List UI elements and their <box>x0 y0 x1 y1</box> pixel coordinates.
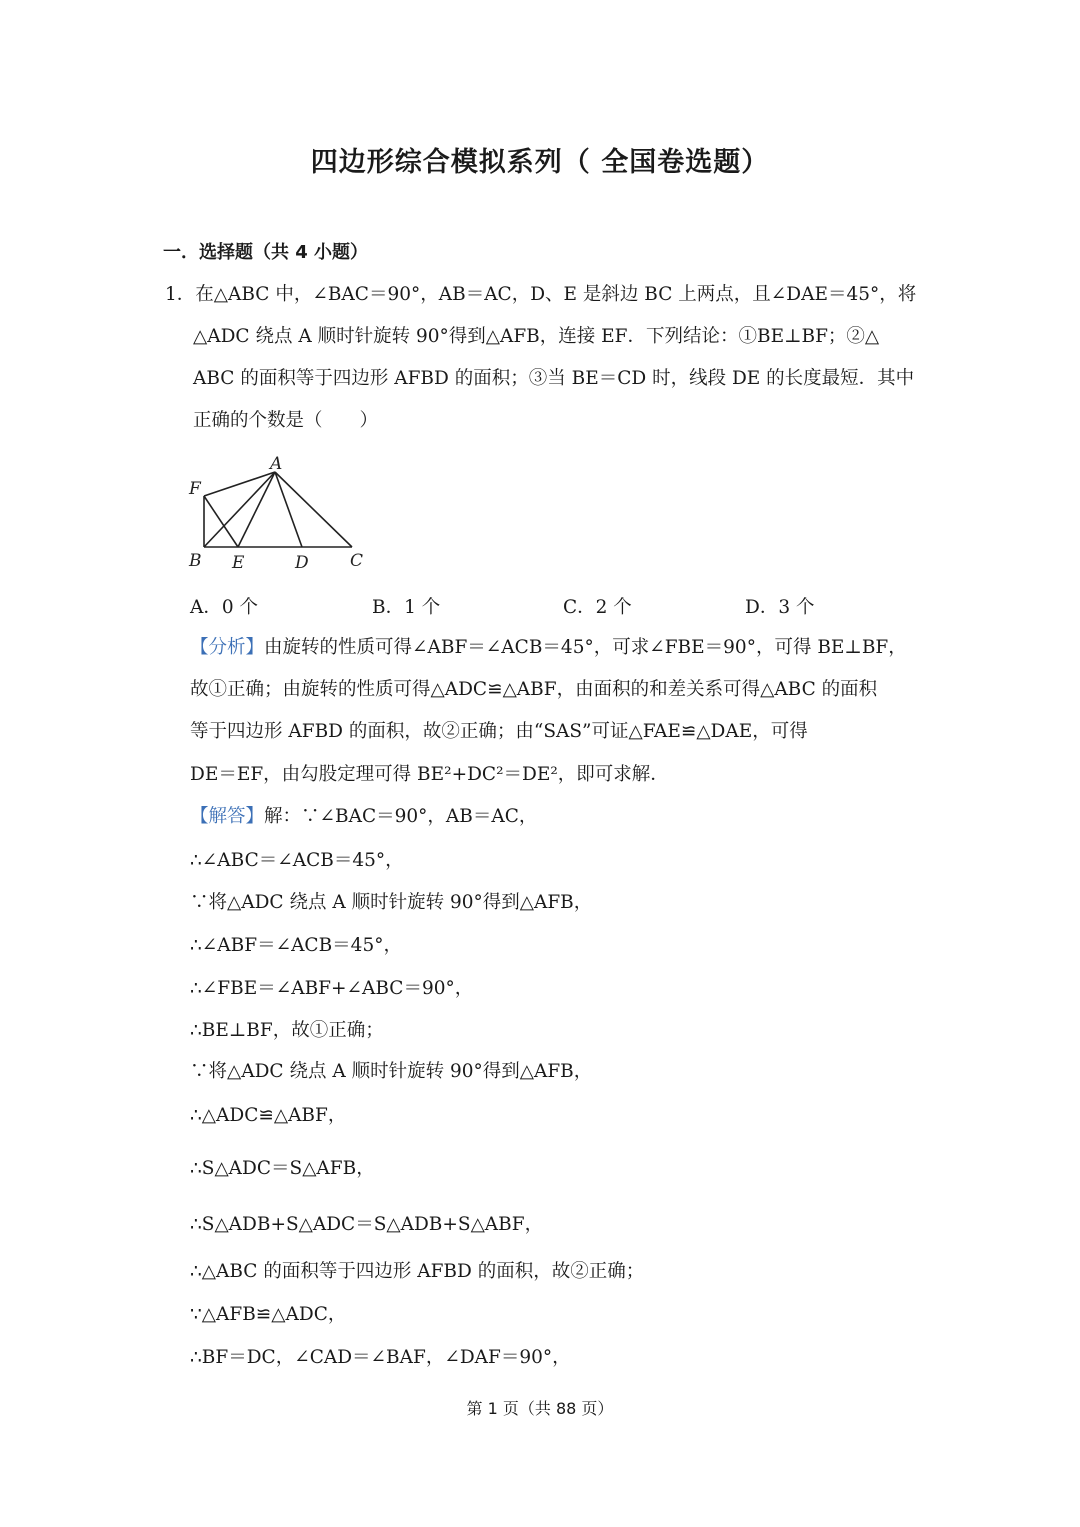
solution-step: ∴∠ABC＝∠ACB＝45°， <box>190 850 404 871</box>
analysis-line-3: 等于四边形 AFBD 的面积，故②正确；由“SAS”可证△FAE≌△DAE，可得 <box>190 721 808 742</box>
solution-step: ∴△ADC≌△ABF， <box>190 1105 347 1126</box>
question-line-2: △ADC 绕点 A 顺时针旋转 90°得到△AFB，连接 EF．下列结论：①BE⊥BF；②△ <box>193 326 880 347</box>
option-a: A．0 个 <box>190 597 259 618</box>
label-C: C <box>350 551 364 571</box>
solution-step: ∵将△ADC 绕点 A 顺时针旋转 90°得到△AFB， <box>190 1061 593 1082</box>
question-line-3: ABC 的面积等于四边形 AFBD 的面积；③当 BE＝CD 时，线段 DE 的长度最短．其中 <box>193 368 915 389</box>
option-b: B．1 个 <box>372 597 441 618</box>
solution-tag: 【解答】 <box>190 806 265 827</box>
segment-AD <box>275 472 302 547</box>
label-F: F <box>189 479 201 499</box>
section-heading: 一．选择题（共 4 小题） <box>163 242 369 263</box>
label-A: A <box>270 454 283 474</box>
solution-step: ∴BE⊥BF，故①正确； <box>190 1020 384 1041</box>
label-B: B <box>189 551 202 571</box>
solution-line-0: 【解答】解：∵∠BAC＝90°，AB＝AC， <box>190 806 538 827</box>
question-line-4: 正确的个数是（ ） <box>193 410 379 431</box>
page-footer: 第 1 页（共 88 页） <box>466 1399 614 1418</box>
option-c: C．2 个 <box>563 597 632 618</box>
question-line-1: 1．在△ABC 中，∠BAC＝90°，AB＝AC，D、E 是斜边 BC 上两点，且∠DAE＝45°，将 <box>165 284 917 305</box>
geometry-figure <box>185 450 375 580</box>
label-D: D <box>295 553 309 573</box>
page-title: 四边形综合模拟系列（ 全国卷选题） <box>310 147 770 178</box>
solution-step: ∴∠ABF＝∠ACB＝45°， <box>190 935 402 956</box>
segment-AC <box>275 472 352 547</box>
option-d: D．3 个 <box>745 597 815 618</box>
solution-step: ∴∠FBE＝∠ABF+∠ABC＝90°， <box>190 978 474 999</box>
solution-step: ∴△ABC 的面积等于四边形 AFBD 的面积，故②正确； <box>190 1261 645 1282</box>
solution-step: ∴BF＝DC，∠CAD＝∠BAF，∠DAF＝90°， <box>190 1347 571 1368</box>
solution-step: ∴S△ADC＝S△AFB， <box>190 1158 375 1179</box>
label-E: E <box>232 553 245 573</box>
solution-step: ∵△AFB≌△ADC， <box>190 1304 347 1325</box>
analysis-line-4: DE＝EF，由勾股定理可得 BE²+DC²＝DE²，即可求解． <box>190 764 669 785</box>
analysis-tag: 【分析】 <box>190 637 265 658</box>
solution-step: ∴S△ADB+S△ADC＝S△ADB+S△ABF， <box>190 1214 544 1235</box>
solution-step: ∵将△ADC 绕点 A 顺时针旋转 90°得到△AFB， <box>190 892 593 913</box>
analysis-line-2: 故①正确；由旋转的性质可得△ADC≌△ABF，由面积的和差关系可得△ABC 的面积 <box>190 679 878 700</box>
analysis-line-1: 【分析】由旋转的性质可得∠ABF＝∠ACB＝45°，可求∠FBE＝90°，可得 BE⊥BF， <box>190 637 907 658</box>
segment-FE <box>204 496 238 547</box>
